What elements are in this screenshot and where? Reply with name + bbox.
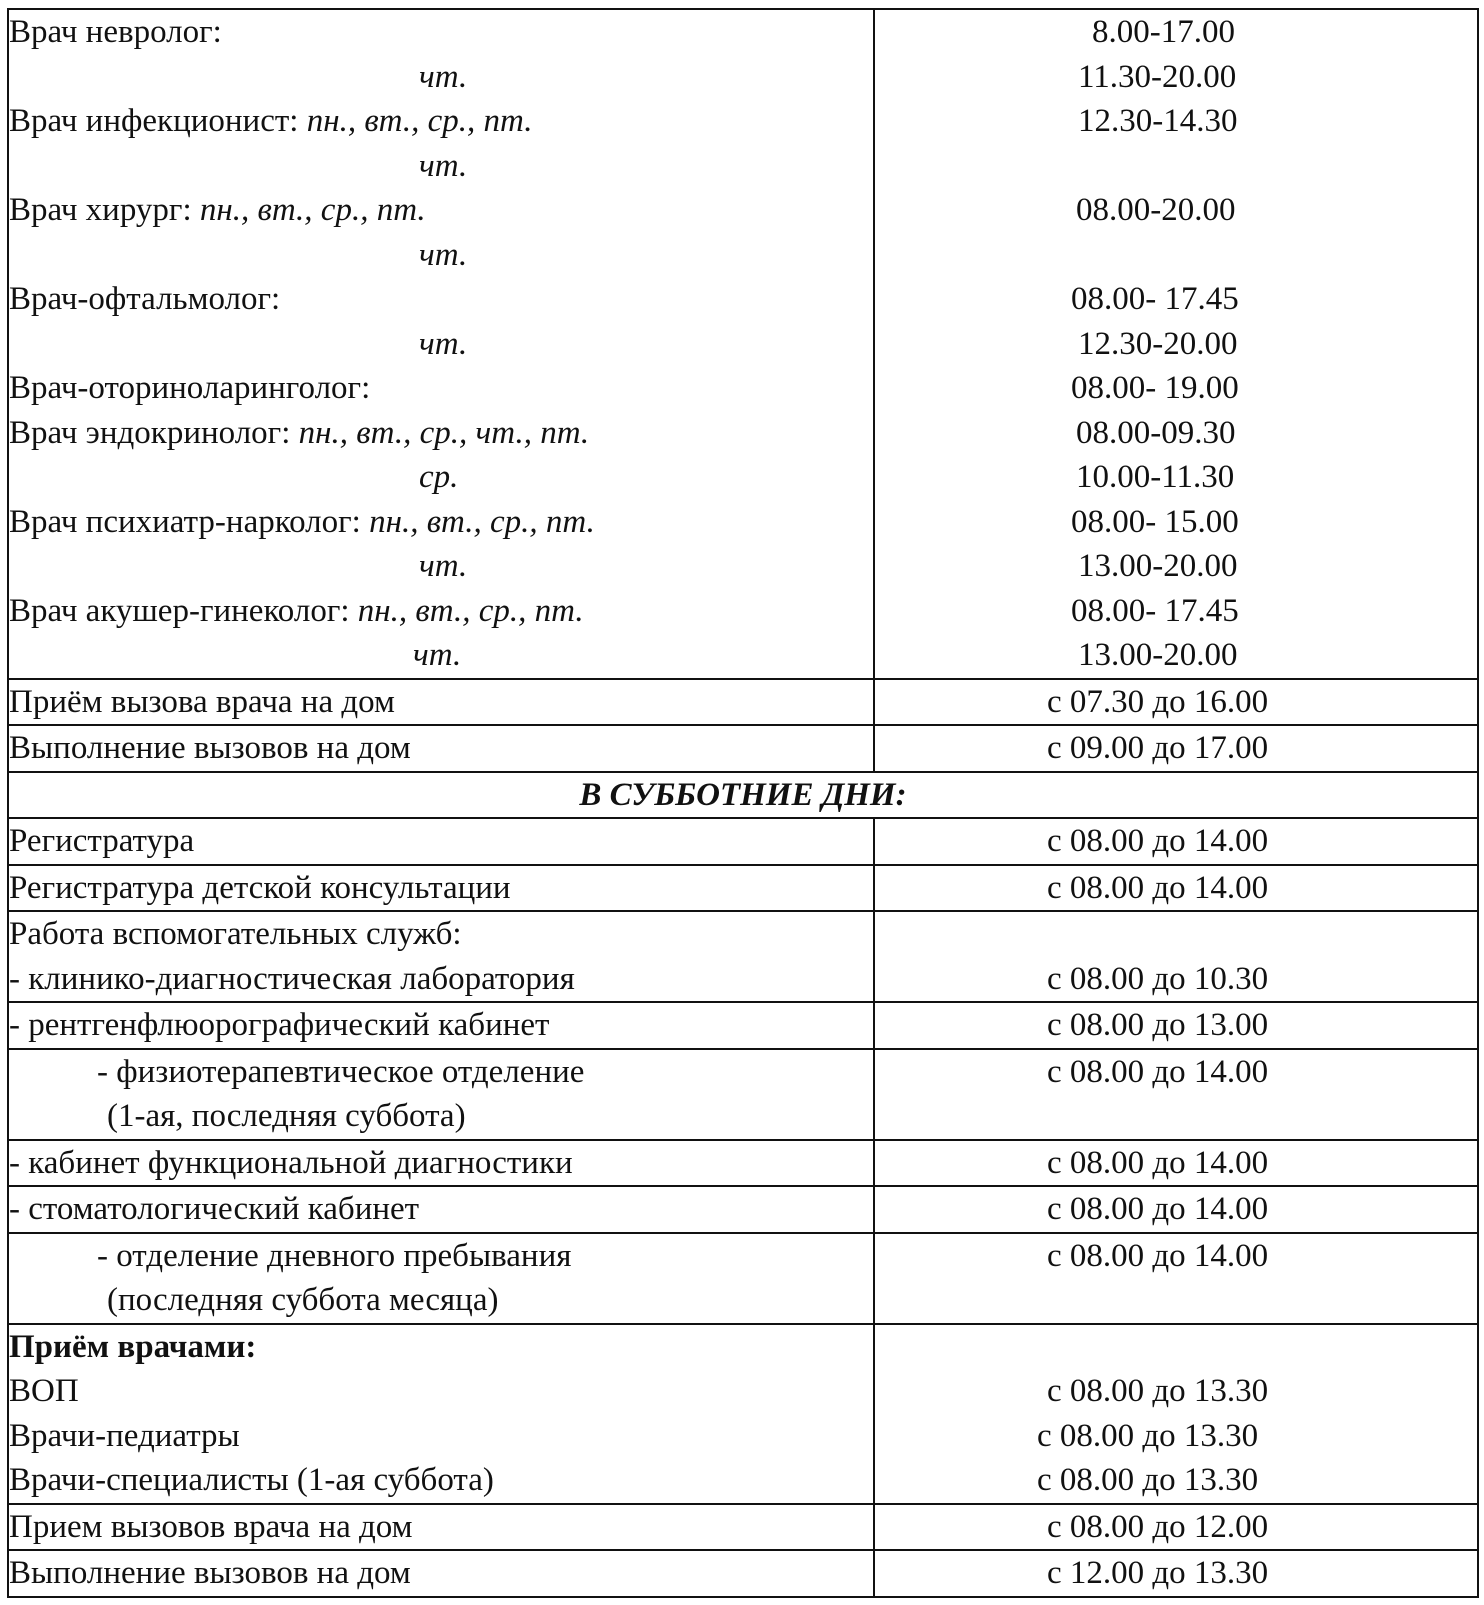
- specialist-name: Врач невролог:: [9, 14, 222, 50]
- sat-lab-label: - клинико-диагностическая лаборатория: [9, 960, 575, 997]
- sat-doctors-title: Приём врачами:: [9, 1328, 257, 1365]
- specialist-name: Врач хирург:: [9, 192, 200, 228]
- specialist-days: пн., вт., ср., чт., пт.: [298, 414, 590, 451]
- table-row: [8, 1049, 1478, 1140]
- specialist-name: Врач акушер-гинеколог:: [9, 592, 358, 629]
- specialist-name: Врач психиатр-нарколог:: [9, 503, 370, 540]
- sat-calls-time: с 08.00 до 12.00: [874, 1504, 1478, 1551]
- sat-peds-time: с 08.00 до 13.30: [1037, 1417, 1259, 1454]
- specialist-line: [9, 55, 873, 100]
- specialist-line: [9, 455, 873, 500]
- table-row: [8, 818, 1478, 865]
- sat-lab-time-cell: [874, 911, 1478, 1002]
- table-row: [8, 1504, 1478, 1551]
- home-call-request-time: с 07.30 до 16.00: [874, 679, 1478, 726]
- specialist-days: ср.: [419, 459, 459, 495]
- home-call-exec-label: Выполнение вызовов на дом: [8, 725, 874, 772]
- table-row: [8, 911, 1478, 1002]
- specialists-times-list: [875, 10, 1477, 678]
- table-row: [8, 1186, 1478, 1233]
- sat-func-diag-time: с 08.00 до 14.00: [874, 1140, 1478, 1187]
- sat-func-diag-label: - кабинет функциональной диагностики: [8, 1140, 874, 1187]
- table-row: [8, 1002, 1478, 1049]
- home-call-exec-time: с 09.00 до 17.00: [874, 725, 1478, 772]
- specialist-hours: 11.30-20.00: [1078, 58, 1237, 95]
- specialist-line: [9, 99, 873, 144]
- specialist-name: Врач-оториноларинголог:: [9, 370, 371, 406]
- specialist-hours: 8.00-17.00: [1092, 14, 1235, 50]
- specialist-line: [9, 544, 873, 589]
- sat-physio-cell: [8, 1049, 874, 1140]
- sat-calls-exec-label: Выполнение вызовов на дом: [8, 1550, 874, 1597]
- specialist-days: чт.: [419, 325, 468, 362]
- specialist-line: [9, 277, 873, 322]
- specialist-days: чт.: [413, 637, 462, 673]
- sat-dental-time: с 08.00 до 14.00: [874, 1186, 1478, 1233]
- table-row: [8, 1324, 1478, 1504]
- sat-doctors-times-cell: [874, 1324, 1478, 1504]
- specialist-hours: 13.00-20.00: [1078, 637, 1238, 673]
- sat-lab-time: с 08.00 до 10.30: [1047, 960, 1269, 997]
- sat-physio-label: - физиотерапевтическое отделение: [97, 1053, 585, 1090]
- specialist-hours: [875, 233, 1477, 278]
- specialist-days: чт.: [419, 236, 468, 273]
- sat-aux-services-label: Работа вспомогательных служб:: [9, 916, 462, 952]
- sat-xray-time: с 08.00 до 13.00: [874, 1002, 1478, 1049]
- sat-vop-time: с 08.00 до 13.30: [1047, 1373, 1269, 1409]
- table-row: [8, 1233, 1478, 1324]
- specialist-hours: 08.00- 17.45: [1071, 281, 1239, 317]
- specialist-line: [9, 366, 873, 411]
- sat-spec-time: с 08.00 до 13.30: [1037, 1462, 1259, 1498]
- specialist-hours: 08.00-09.30: [1076, 414, 1236, 451]
- specialist-line: [9, 144, 873, 189]
- specialist-days: пн., вт., ср., пт.: [357, 592, 584, 629]
- sat-day-stay-time: с 08.00 до 14.00: [874, 1233, 1478, 1324]
- table-row: [8, 1140, 1478, 1187]
- specialist-hours: 08.00-20.00: [1076, 192, 1236, 228]
- specialist-days: пн., вт., ср., пт.: [306, 103, 533, 139]
- table-row: [8, 865, 1478, 912]
- sat-child-registry-label: Регистратура детской консультации: [8, 865, 874, 912]
- sat-day-stay-cell: [8, 1233, 874, 1324]
- specialist-days: чт.: [419, 548, 468, 584]
- sat-aux-services-cell: [8, 911, 874, 1002]
- sat-child-registry-time: с 08.00 до 14.00: [874, 865, 1478, 912]
- specialist-hours: [875, 144, 1477, 189]
- specialist-name: Врач инфекционист:: [9, 103, 307, 139]
- specialist-line: [9, 500, 873, 545]
- specialist-hours: 12.30-20.00: [1078, 325, 1238, 362]
- sat-calls-exec-time: с 12.00 до 13.30: [874, 1550, 1478, 1597]
- specialist-line: [9, 589, 873, 634]
- specialist-line: [9, 10, 873, 55]
- sat-physio-note: (1-ая, последняя суббота): [107, 1098, 466, 1134]
- sat-vop-label: ВОП: [9, 1373, 79, 1409]
- sat-registry-label: Регистратура: [8, 818, 874, 865]
- specialist-hours: 08.00- 15.00: [1071, 503, 1239, 540]
- sat-registry-time: с 08.00 до 14.00: [874, 818, 1478, 865]
- table-row: [8, 725, 1478, 772]
- specialists-times-cell: [874, 9, 1478, 679]
- specialist-line: [9, 233, 873, 278]
- saturday-header: В СУББОТНИЕ ДНИ:: [8, 772, 1478, 819]
- specialist-line: [9, 322, 873, 367]
- sat-day-stay-label: - отделение дневного пребывания: [97, 1237, 572, 1274]
- sat-xray-label: - рентгенфлюорографический кабинет: [8, 1002, 874, 1049]
- specialist-hours: 08.00- 17.45: [1071, 592, 1239, 629]
- sat-spec-label: Врачи-специалисты (1-ая суббота): [9, 1462, 494, 1498]
- specialists-row: [8, 9, 1478, 679]
- table-row: [8, 679, 1478, 726]
- specialist-days: пн., вт., ср., пт.: [369, 503, 595, 540]
- table-row: [8, 1550, 1478, 1597]
- specialist-name: Врач-офтальмолог:: [9, 281, 281, 317]
- specialist-hours: 13.00-20.00: [1078, 548, 1238, 584]
- specialist-days: пн., вт., ср., пт.: [199, 192, 426, 228]
- saturday-header-row: [8, 772, 1478, 819]
- specialists-list: [9, 10, 873, 678]
- specialist-name: Врач эндокринолог:: [9, 414, 299, 451]
- sat-calls-label: Прием вызовов врача на дом: [8, 1504, 874, 1551]
- specialist-days: чт.: [419, 147, 468, 184]
- specialist-line: [9, 188, 873, 233]
- schedule-table: [7, 8, 1479, 1598]
- specialist-hours: 12.30-14.30: [1078, 103, 1238, 139]
- specialists-names-cell: [8, 9, 874, 679]
- sat-physio-time: с 08.00 до 14.00: [874, 1049, 1478, 1140]
- sat-dental-label: - стоматологический кабинет: [8, 1186, 874, 1233]
- specialist-hours: 10.00-11.30: [1076, 459, 1235, 495]
- sat-peds-label: Врачи-педиатры: [9, 1417, 240, 1454]
- specialist-line: [9, 411, 873, 456]
- home-call-request-label: Приём вызова врача на дом: [8, 679, 874, 726]
- specialist-hours: 08.00- 19.00: [1071, 370, 1239, 406]
- sat-doctors-cell: [8, 1324, 874, 1504]
- specialist-line: [9, 633, 873, 678]
- sat-day-stay-note: (последняя суббота месяца): [107, 1282, 499, 1318]
- specialist-days: чт.: [419, 58, 468, 95]
